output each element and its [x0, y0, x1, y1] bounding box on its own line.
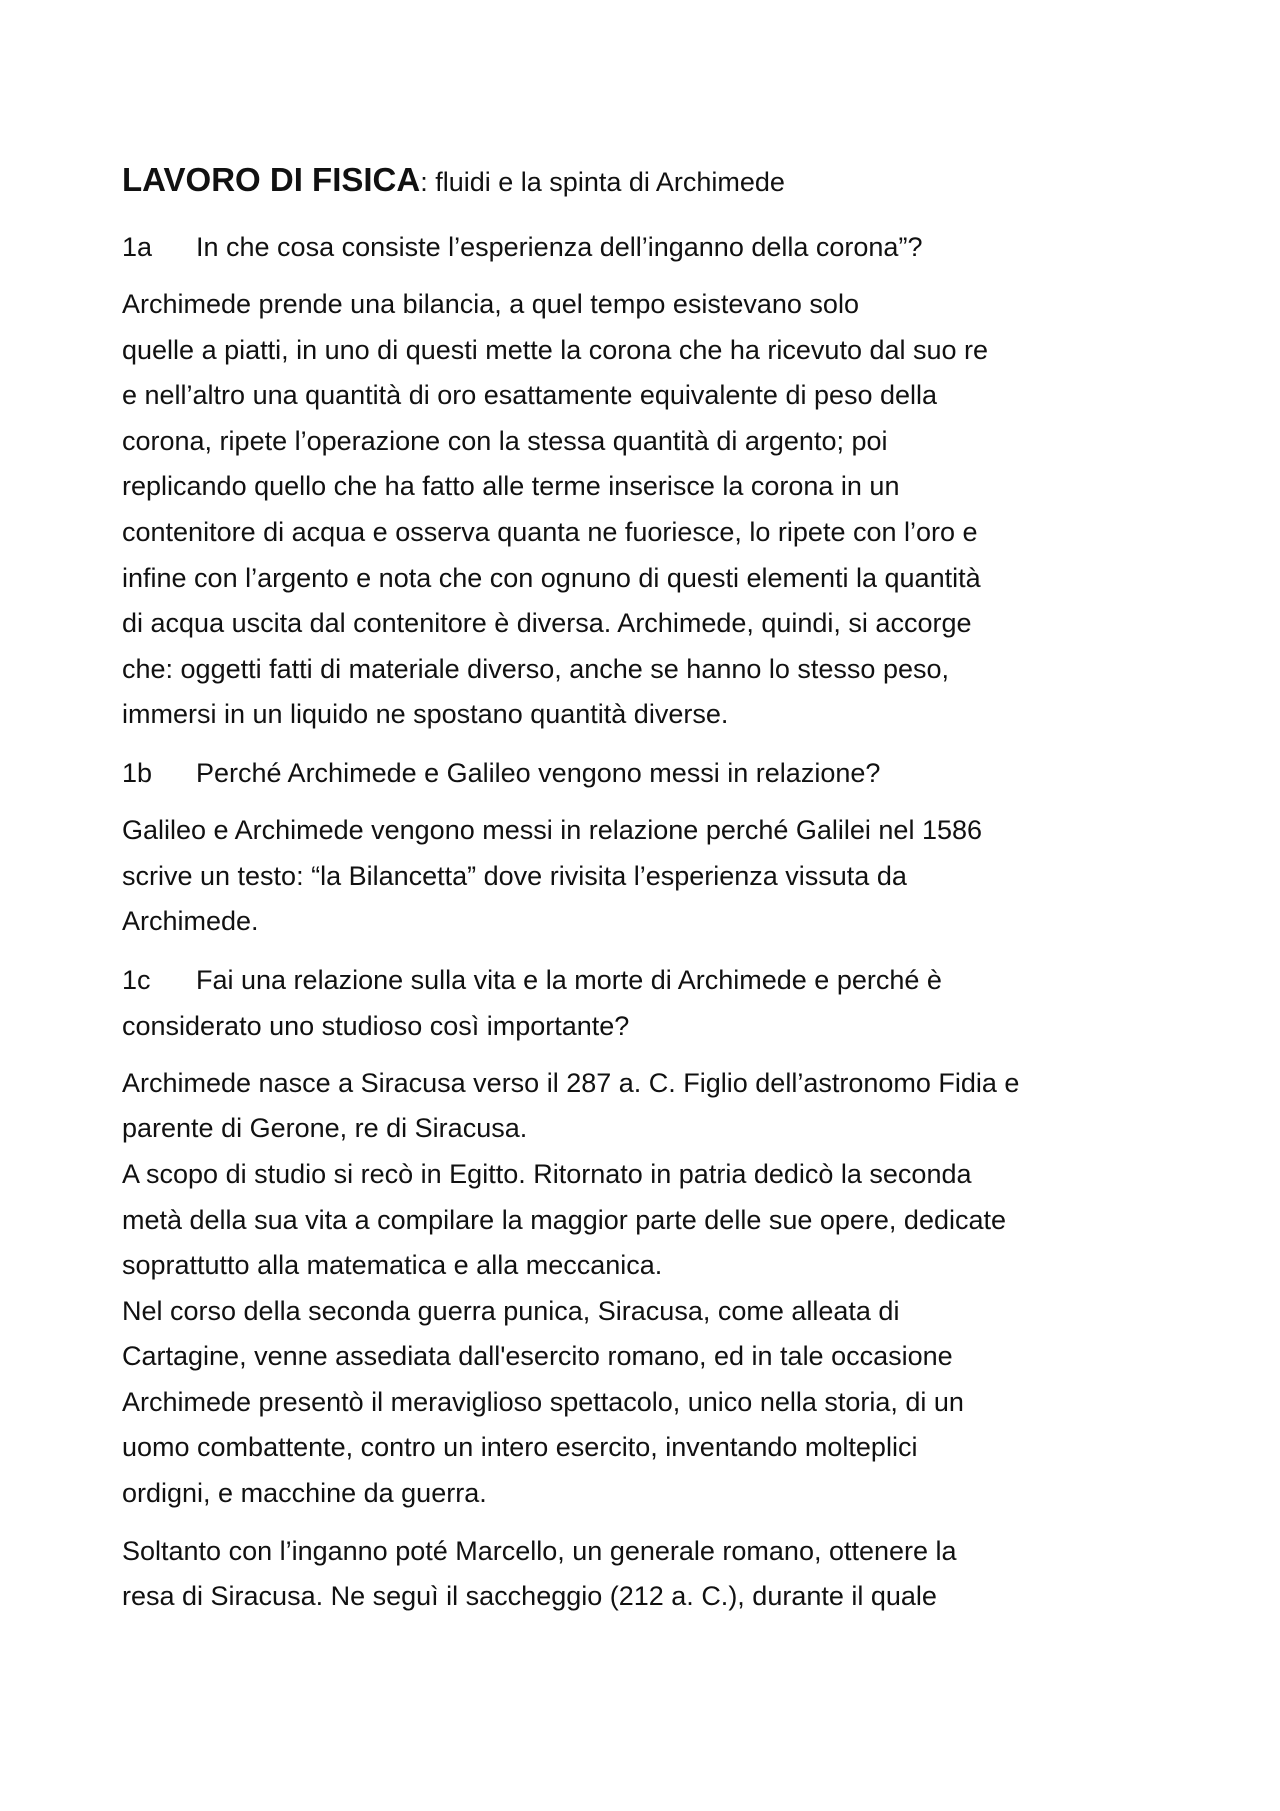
answer-line: ordigni, e macchine da guerra. [122, 1478, 487, 1509]
question-1b [122, 750, 1170, 796]
answer-line: di acqua uscita dal contenitore è diversa. Archimede, quindi, si accorge [122, 608, 972, 639]
question-text: Perché Archimede e Galileo vengono messi in relazione? [196, 757, 881, 788]
answer-line: Archimede. [122, 906, 259, 937]
answer-line: Archimede presentò il meraviglioso spettacolo, unico nella storia, di un [122, 1386, 964, 1417]
answer-1b [122, 808, 1170, 945]
title-subtitle: : fluidi e la spinta di Archimede [420, 167, 785, 197]
document-title [122, 158, 1170, 204]
answer-line: immersi in un liquido ne spostano quantità diverse. [122, 699, 729, 730]
answer-line: corona, ripete l’operazione con la stessa quantità di argento; poi [122, 425, 888, 456]
answer-line: quelle a piatti, in uno di questi mette la corona che ha ricevuto dal suo re [122, 334, 989, 365]
answer-line: Nel corso della seconda guerra punica, Siracusa, come alleata di [122, 1295, 900, 1326]
answer-line: resa di Siracusa. Ne seguì il saccheggio (212 a. C.), durante il quale [122, 1581, 937, 1612]
answer-line: Galileo e Archimede vengono messi in relazione perché Galilei nel 1586 [122, 814, 983, 845]
title-bold: LAVORO DI FISICA [122, 161, 421, 198]
answer-line: Soltanto con l’inganno poté Marcello, un generale romano, ottenere la [122, 1535, 957, 1566]
question-1a [122, 224, 1170, 270]
answer-line: Archimede nasce a Siracusa verso il 287 a. C. Figlio dell’astronomo Fidia e [122, 1067, 1020, 1098]
answer-line: che: oggetti fatti di materiale diverso, anche se hanno lo stesso peso, [122, 653, 949, 684]
answer-line: A scopo di studio si recò in Egitto. Ritornato in patria dedicò la seconda [122, 1158, 972, 1189]
answer-line: metà della sua vita a compilare la maggior parte delle sue opere, dedicate [122, 1204, 1007, 1235]
question-number: 1c [122, 964, 151, 995]
question-1c [122, 957, 1170, 1049]
answer-line: replicando quello che ha fatto alle terme inserisce la corona in un [122, 471, 900, 502]
answer-line: parente di Gerone, re di Siracusa. [122, 1113, 528, 1144]
answer-line: soprattutto alla matematica e alla meccanica. [122, 1250, 663, 1281]
answer-1a [122, 282, 1170, 738]
question-text-continued: considerato uno studioso così importante? [122, 1010, 630, 1041]
answer-line: contenitore di acqua e osserva quanta ne fuoriesce, lo ripete con l’oro e [122, 516, 978, 547]
answer-line: Cartagine, venne assediata dall'esercito romano, ed in tale occasione [122, 1341, 953, 1372]
answer-1c-continued [122, 1529, 1170, 1620]
question-number: 1a [122, 232, 153, 262]
answer-line: uomo combattente, contro un intero esercito, inventando molteplici [122, 1432, 918, 1463]
answer-line: Archimede prende una bilancia, a quel tempo esistevano solo [122, 289, 859, 319]
question-text: In che cosa consiste l’esperienza dell’inganno della corona”? [196, 232, 923, 262]
answer-1c [122, 1061, 1170, 1517]
question-number: 1b [122, 757, 153, 788]
answer-line: scrive un testo: “la Bilancetta” dove rivisita l’esperienza vissuta da [122, 860, 907, 891]
question-text: Fai una relazione sulla vita e la morte di Archimede e perché è [196, 964, 942, 995]
answer-line: e nell’altro una quantità di oro esattamente equivalente di peso della [122, 380, 938, 411]
answer-line: infine con l’argento e nota che con ognuno di questi elementi la quantità [122, 562, 981, 593]
